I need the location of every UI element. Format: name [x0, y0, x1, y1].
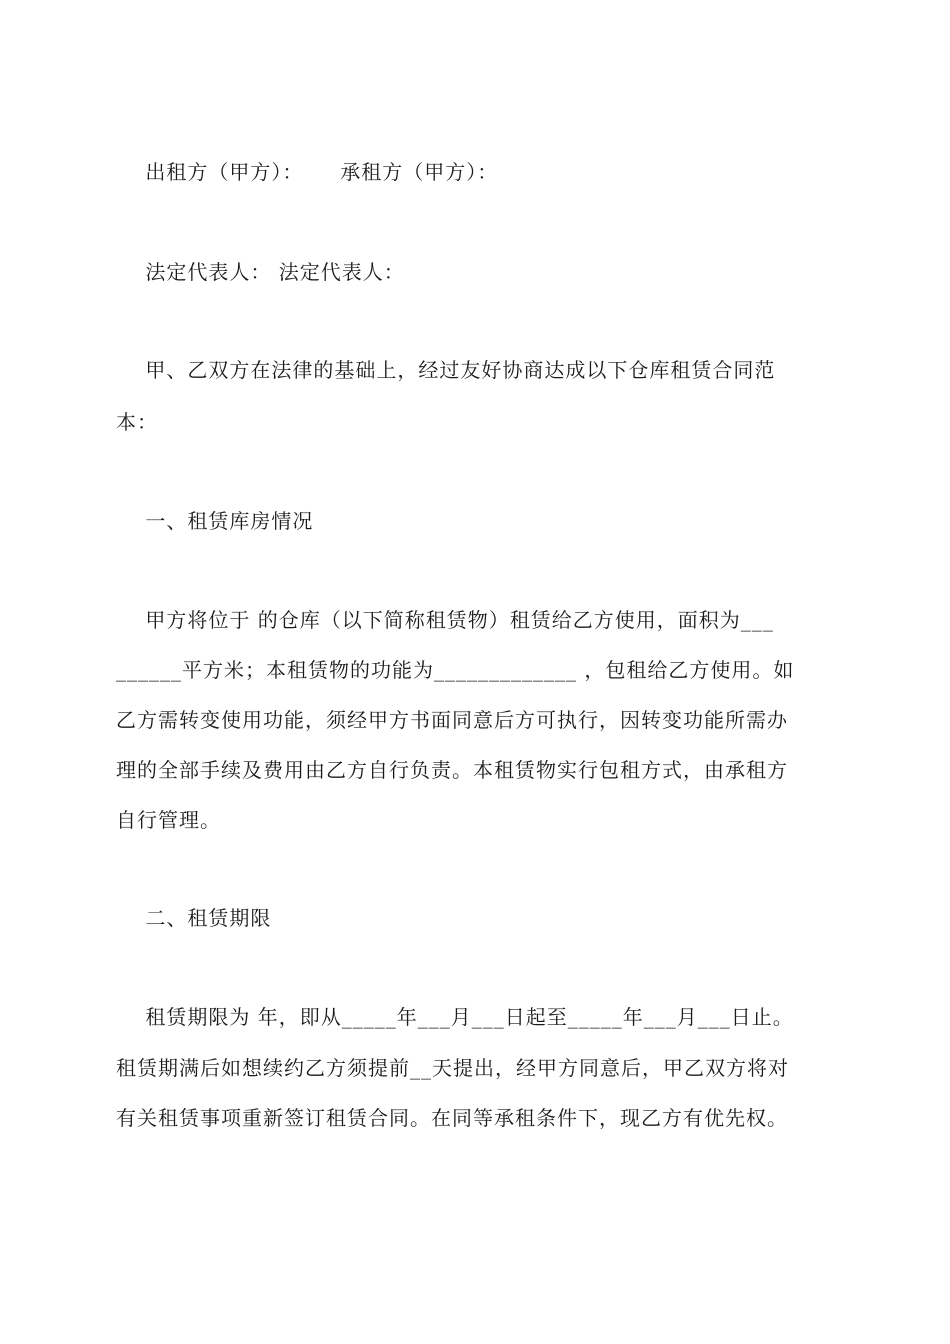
representatives-line: 法定代表人： 法定代表人： — [116, 260, 405, 284]
intro-line-1: 甲、乙双方在法律的基础上，经过友好协商达成以下仓库租赁合同范 — [116, 358, 776, 382]
intro-line-2: 本： — [116, 410, 158, 434]
section1-line-1: 甲方将位于 的仓库（以下简称租赁物）租赁给乙方使用，面积为___ — [116, 608, 774, 632]
parties-line: 出租方（甲方）： 承租方（甲方）： — [116, 160, 499, 184]
section2-line-2: 租赁期满后如想续约乙方须提前__天提出，经甲方同意后，甲乙双方将对 — [116, 1056, 789, 1080]
section1-line-5: 自行管理。 — [116, 808, 221, 832]
section2-title: 二、租赁期限 — [116, 906, 272, 930]
section1-line-3: 乙方需转变使用功能，须经甲方书面同意后方可执行，因转变功能所需办 — [116, 708, 788, 732]
section2-line-1: 租赁期限为 年，即从_____年___月___日起至_____年___月___日止。 — [116, 1005, 794, 1029]
section1-line-2: ______平方米；本租赁物的功能为_____________ ，包租给乙方使用。如 — [116, 658, 795, 682]
section2-line-3: 有关租赁事项重新签订租赁合同。在同等承租条件下，现乙方有优先权。 — [116, 1106, 788, 1130]
section1-title: 一、租赁库房情况 — [116, 509, 314, 533]
section1-line-4: 理的全部手续及费用由乙方自行负责。本租赁物实行包租方式，由承租方 — [116, 758, 788, 782]
